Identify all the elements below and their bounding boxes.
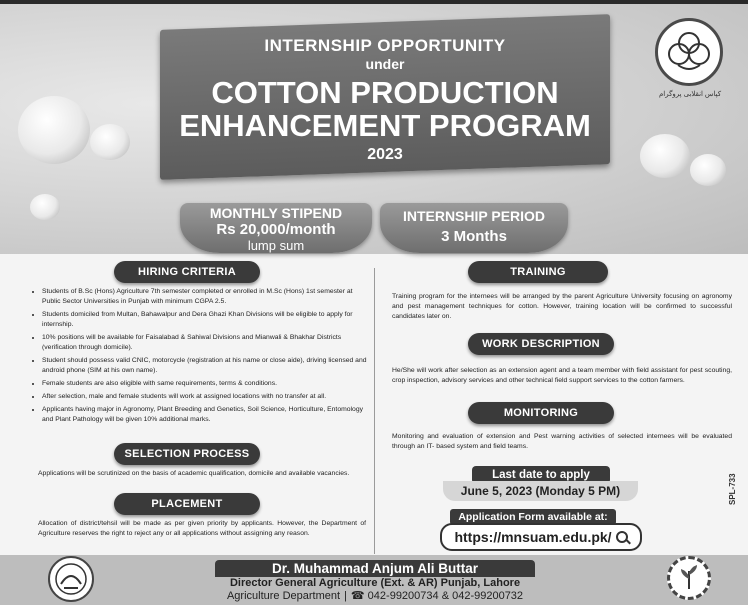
placement-heading: PLACEMENT [114,493,260,515]
cotton-boll-icon [666,29,712,75]
search-icon [616,531,628,543]
punjab-government-logo [48,556,94,602]
application-url-box[interactable] [440,523,642,551]
hiring-criteria-heading: HIRING CRITERIA [114,261,260,283]
last-date-value: June 5, 2023 (Monday 5 PM) [443,481,638,501]
department-contact [215,590,535,603]
hiring-item: • After selection, male and female students will work at assigned locations with no transfer at all. [42,392,372,402]
stipend-note: lump sum [247,238,305,253]
signatory-designation: Director General Agriculture (Ext. & AR) Punjab, Lahore [229,577,521,589]
training-heading: TRAINING [468,261,608,283]
title-banner-text [160,28,610,164]
banner-line-4: ENHANCEMENT PROGRAM [179,108,591,143]
hiring-criteria-list [30,287,372,428]
banner-line-1: INTERNSHIP OPPORTUNITY [264,36,506,55]
work-description-heading: WORK DESCRIPTION [468,333,614,355]
column-divider [374,268,375,554]
hiring-item: • 10% positions will be available for Faisalabad & Sahiwal Divisions and Mianwali & Bhakhar Districts (verification through domicile). [42,333,372,353]
stipend-amount: Rs 20,000/month [216,221,336,238]
monitoring-heading: MONITORING [468,402,614,424]
hiring-item: • Female students are also eligible with same requirements, terms & conditions. [42,379,372,389]
cotton-program-logo [655,18,723,86]
work-description-text [392,366,732,386]
placement-text [38,519,366,539]
monitoring-paragraph: Monitoring and evaluation of extension and Pest warning activities of selected internees will be evaluated through an IT- based system and field teams. [392,433,732,450]
hiring-item: • Students of B.Sc (Hons) Agriculture 7th semester completed or enrolled in M.Sc (Hons) 1st semester at Public Sector Universities in Punjab with minimum CGPA 2.5. [42,287,372,307]
training-paragraph: Training program for the internees will be arranged by the parent Agriculture University focusing on agronomy and pest management techniques for cotton. However, training location will be confirmed to successful candidates later on. [392,293,732,320]
placement-paragraph: Allocation of district/tehsil will be made as per given priority by applicants. However, the Department of Agriculture reserves the right to reject any or all applications without assigning any reason. [38,520,366,537]
monitoring-text [392,432,732,452]
cotton-ball-image [90,124,130,160]
plant-icon [670,559,708,597]
separator: | [344,590,347,602]
hiring-item: • Applicants having major in Agronomy, Plant Breeding and Genetics, Soil Science, Horticulture, Entomology and Plant Pathology will be given 10% additional marks. [42,405,372,425]
logo-caption: کپاس انقلابی پروگرام [658,91,722,98]
cotton-ball-image [640,134,690,178]
cotton-ball-image [30,194,60,220]
work-description-paragraph: He/She will work after selection as an extension agent and a team member with field assistant for pest scouting, crop inspection, advisory services and other technical field support services to the cotton farmers. [392,367,732,384]
selection-process-paragraph: Applications will be scrutinized on the basis of academic qualification, domicile and available vacancies. [38,470,350,477]
punjab-emblem-icon [50,558,92,600]
signatory-block [215,560,535,604]
selection-process-heading: SELECTION PROCESS [114,443,260,465]
period-value: 3 Months [441,228,507,245]
phone-numbers: ☎ 042-99200734 & 042-99200732 [350,590,524,602]
application-form-label: Application Form available at: [450,509,616,525]
cotton-ball-image [18,96,90,164]
training-text [392,292,732,322]
stipend-box [180,203,372,253]
selection-process-text [38,469,366,479]
agriculture-department-logo [667,556,711,600]
hiring-item: • Students domiciled from Multan, Bahawalpur and Dera Ghazi Khan Divisions will be eligible to apply for internship. [42,310,372,330]
signatory-name: Dr. Muhammad Anjum Ali Buttar [215,560,535,577]
department-name: Agriculture Department [226,590,341,602]
cotton-ball-image [690,154,726,186]
reference-code: SPL-733 [728,473,737,505]
hiring-item: • Student should possess valid CNIC, motorcycle (registration at his name or close aide), driving licensed and android phone (SIM at his own name). [42,356,372,376]
application-url-link[interactable]: https://mnsuam.edu.pk/ [454,529,612,545]
period-box [380,203,568,253]
banner-line-2: under [365,56,405,72]
last-date-label: Last date to apply [472,466,610,484]
period-heading: INTERNSHIP PERIOD [402,208,546,224]
banner-year: 2023 [367,146,403,163]
banner-line-3: COTTON PRODUCTION [211,75,559,110]
stipend-heading: MONTHLY STIPEND [209,205,343,221]
